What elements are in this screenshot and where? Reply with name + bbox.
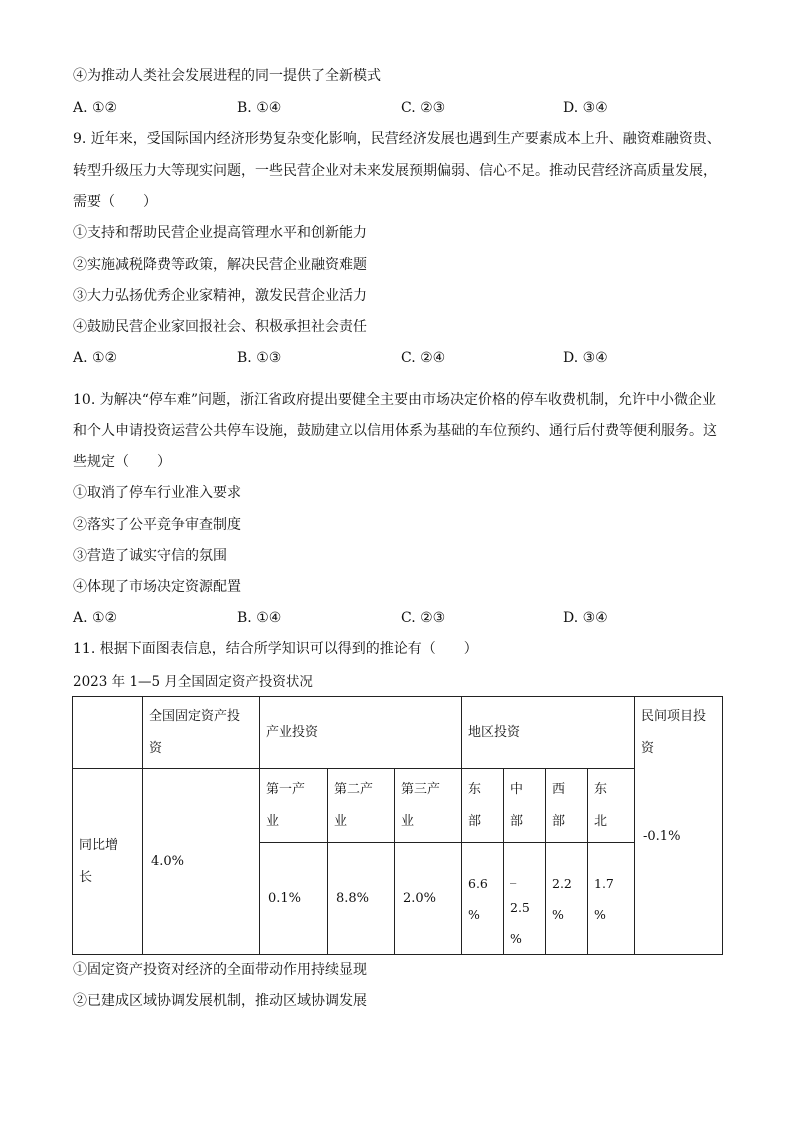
- subheader-northeast: 东 北: [588, 769, 635, 843]
- q9-option-d[interactable]: D. ③④: [563, 350, 608, 366]
- row-label-yoy: 同比增 长: [73, 769, 143, 955]
- q9-stem-line-2: 转型升级压力大等现实问题，一些民营企业对未来发展预期偏弱、信心不足。推动民营经济高质量发展，: [73, 163, 717, 179]
- q9-options: [73, 349, 723, 367]
- value-west: 2.2 %: [546, 843, 588, 955]
- table-caption: 2023 年 1—5 月全国固定资产投资状况: [73, 674, 313, 690]
- value-secondary-industry: 8.8%: [328, 843, 395, 955]
- value-central: _ 2.5 %: [504, 843, 546, 955]
- header-industry-investment: 产业投资: [260, 697, 462, 769]
- q11-stem: 11. 根据下面图表信息，结合所学知识可以得到的推论有（ ）: [73, 641, 478, 657]
- q9-option-b[interactable]: B. ①③: [237, 350, 282, 366]
- q9-stem-line-3: 需要（ ）: [73, 194, 157, 210]
- q10-option-c[interactable]: C. ②③: [401, 610, 446, 626]
- q8-option-b[interactable]: B. ①④: [237, 100, 282, 116]
- q8-options: [73, 99, 723, 117]
- q10-statement-4: ④体现了市场决定资源配置: [73, 579, 241, 595]
- value-east: 6.6 %: [462, 843, 504, 955]
- header-private-investment: 民间项目投 资 -0.1%: [635, 697, 723, 955]
- q10-option-b[interactable]: B. ①④: [237, 610, 282, 626]
- value-tertiary-industry: 2.0%: [395, 843, 462, 955]
- q9-statement-1: ①支持和帮助民营企业提高管理水平和创新能力: [73, 225, 367, 241]
- value-northeast: 1.7 %: [588, 843, 635, 955]
- subheader-tertiary-industry: 第三产 业: [395, 769, 462, 843]
- table-header-row: [73, 697, 723, 769]
- q10-statement-2: ②落实了公平竞争审查制度: [73, 517, 241, 533]
- subheader-secondary-industry: 第二产 业: [328, 769, 395, 843]
- subheader-primary-industry: 第一产 业: [260, 769, 328, 843]
- q10-stem-line-3: 些规定（ ）: [73, 454, 171, 470]
- subheader-central: 中 部: [504, 769, 546, 843]
- q10-statement-3: ③营造了诚实守信的氛围: [73, 548, 227, 564]
- q9-option-c[interactable]: C. ②④: [401, 350, 446, 366]
- q8-option-d[interactable]: D. ③④: [563, 100, 608, 116]
- table-subheader-row: [73, 769, 723, 843]
- q9-option-a[interactable]: A. ①②: [73, 350, 118, 366]
- q9-statement-3: ③大力弘扬优秀企业家精神，激发民营企业活力: [73, 288, 367, 304]
- q10-stem-line-1: 10. 为解决“停车难”问题，浙江省政府提出要健全主要由市场决定价格的停车收费机制，允许中小微企业: [73, 392, 717, 408]
- header-empty-cell: [73, 697, 143, 769]
- q10-options: [73, 609, 723, 627]
- value-private-investment: -0.1%: [643, 829, 681, 844]
- header-total-investment: 全国固定资产投 资: [143, 697, 260, 769]
- subheader-west: 西 部: [546, 769, 588, 843]
- q11-statement-2: ②已建成区域协调发展机制，推动区域协调发展: [73, 993, 367, 1009]
- value-total-investment: 4.0%: [143, 769, 260, 955]
- q8-option-a[interactable]: A. ①②: [73, 100, 118, 116]
- subheader-east: 东 部: [462, 769, 504, 843]
- q10-option-d[interactable]: D. ③④: [563, 610, 608, 626]
- investment-table: [72, 696, 723, 955]
- q11-statement-1: ①固定资产投资对经济的全面带动作用持续显现: [73, 962, 367, 978]
- q10-statement-1: ①取消了停车行业准入要求: [73, 485, 241, 501]
- value-primary-industry: 0.1%: [260, 843, 328, 955]
- q8-option-c[interactable]: C. ②③: [401, 100, 446, 116]
- header-region-investment: 地区投资: [462, 697, 635, 769]
- q9-statement-2: ②实施减税降费等政策，解决民营企业融资难题: [73, 257, 367, 273]
- q8-statement-4: ④为推动人类社会发展进程的同一提供了全新模式: [73, 68, 381, 84]
- q10-stem-line-2: 和个人申请投资运营公共停车设施，鼓励建立以信用体系为基础的车位预约、通行后付费等便利服务。这: [73, 423, 717, 439]
- q9-stem-line-1: 9. 近年来，受国际国内经济形势复杂变化影响，民营经济发展也遇到生产要素成本上升、融资难融资贵、: [73, 131, 721, 147]
- q10-option-a[interactable]: A. ①②: [73, 610, 118, 626]
- q9-statement-4: ④鼓励民营企业家回报社会、积极承担社会责任: [73, 319, 367, 335]
